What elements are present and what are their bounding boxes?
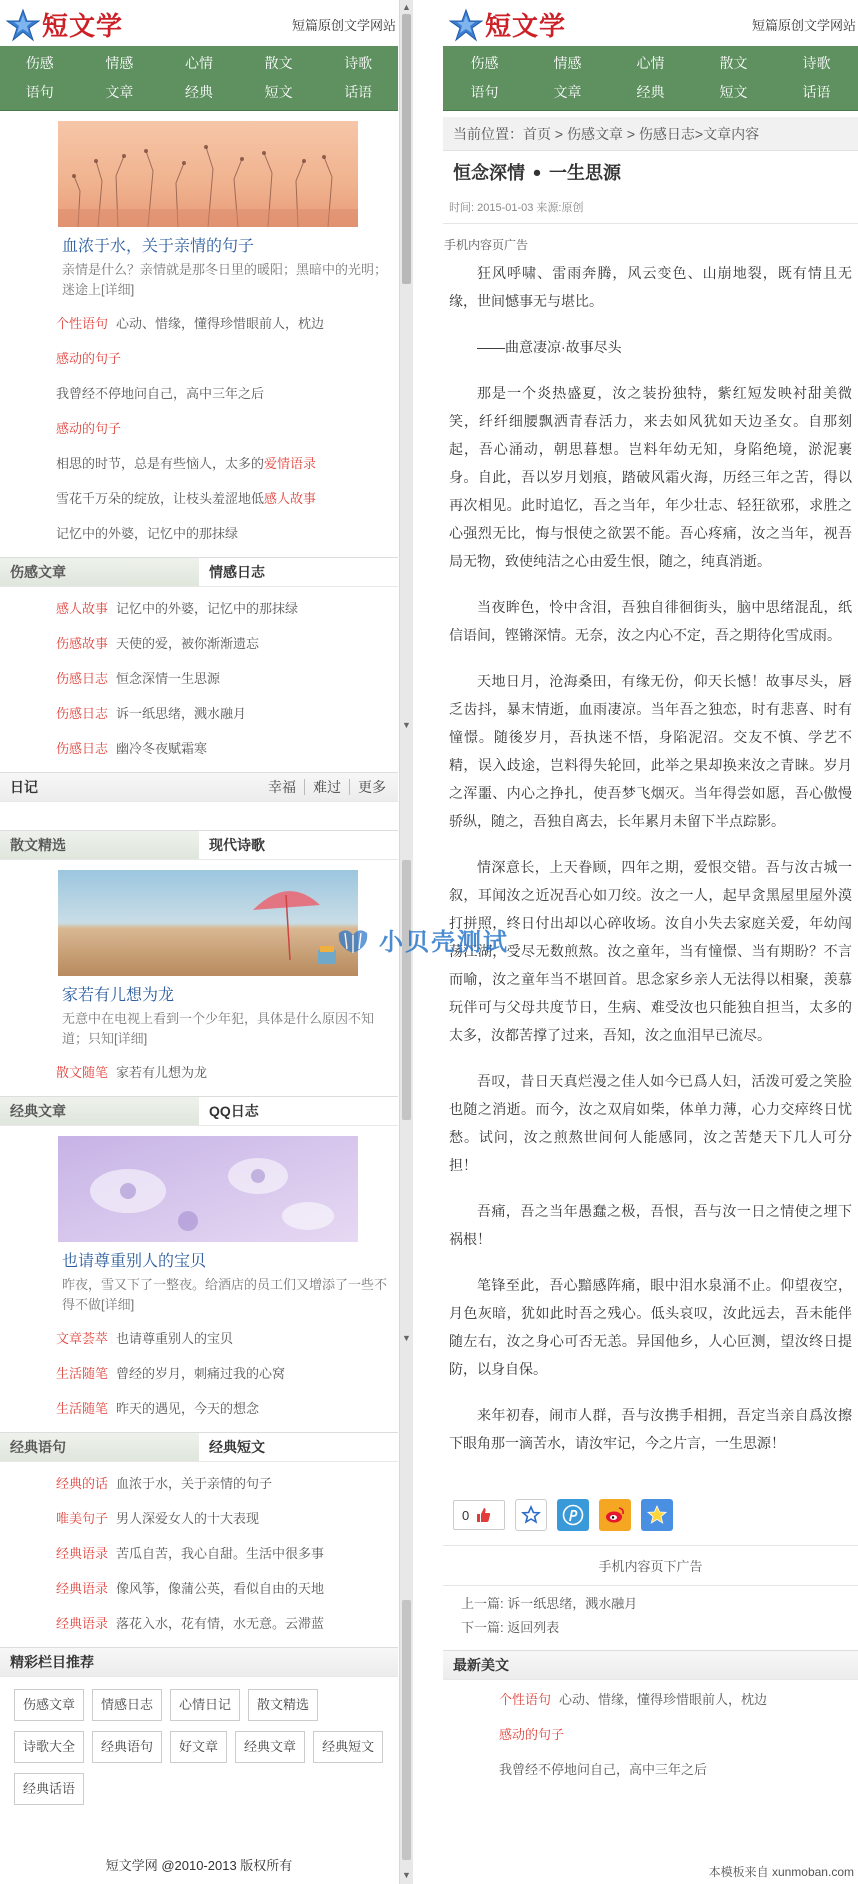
list-item-category[interactable]: 伤感日志 <box>56 671 109 686</box>
logo-text: 短文学 <box>485 12 567 42</box>
list-item[interactable] <box>0 661 398 696</box>
article-paragraph: 吾叹，昔日天真烂漫之佳人如今已爲人妇，活泼可爱之笑脸也随之消逝。而今，汝之双肩如柴，体单力薄，心力交瘁终日忧愁。试问，汝之煎熬世间何人能感同，汝之苦楚天下几人可分担！ <box>449 1073 852 1173</box>
list-item[interactable] <box>0 1571 398 1606</box>
article-paragraph: ——曲意凄凉·故事尽头 <box>477 339 622 355</box>
nav-item[interactable]: 心情 <box>184 55 213 71</box>
diary-link-more[interactable]: 更多 <box>349 779 394 795</box>
list-item-category[interactable]: 经典语录 <box>56 1581 109 1596</box>
list-item[interactable] <box>0 696 398 731</box>
list-item-category[interactable]: 伤感日志 <box>56 741 109 756</box>
tag-link[interactable]: 经典语句 <box>92 1731 162 1763</box>
feature-image-purple-flowers[interactable] <box>58 1136 358 1242</box>
scroll-down-arrow-icon[interactable]: ▼ <box>402 1333 411 1343</box>
tab-qq-diary[interactable]: QQ日志 <box>199 1097 398 1125</box>
list-item[interactable] <box>443 1682 858 1717</box>
like-count: 0 <box>462 1507 470 1523</box>
site-footer: 短文学网 @2010-2013 版权所有 <box>105 1858 293 1873</box>
site-slogan: 短篇原创文学网站 <box>291 18 396 33</box>
list-item-category[interactable]: 生活随笔 <box>56 1366 109 1381</box>
tag-link[interactable]: 经典文章 <box>235 1731 305 1763</box>
article-list <box>0 1055 398 1090</box>
tag-link[interactable]: 心情日记 <box>170 1689 240 1721</box>
article-paragraph: 天地日月，沧海桑田，有缘无份，仰天长憾！故事尽头，唇乏齿抖，暴末情逝，血雨凄凉。当年吾之独恋，时有悲喜、时有憧憬。随後岁月，吾执迷不悟，身陷泥沼。交友不慎、学艺不精，误入歧途，岂料得失轮回，此举之果却换来汝之青睐。岁月之浑噩、内心之挣扎，使吾梦飞烟灭。当年得尝如愿，吾心傲慢骄纵，随之，吾独自离去，长年累月未留下半点踪影。 <box>449 673 852 829</box>
list-item-category[interactable]: 个性语句 <box>499 1692 552 1707</box>
list-item-text[interactable]: 苦瓜自苦，我心自甜。生活中很多事 <box>116 1546 325 1561</box>
list-item-text[interactable]: 感动的句子 <box>499 1727 565 1742</box>
tab-prose[interactable]: 散文精选 <box>0 831 199 859</box>
nav-item[interactable]: 语句 <box>25 84 54 100</box>
tag-link[interactable]: 伤感文章 <box>14 1689 84 1721</box>
article-paragraph: 笔锋至此，吾心黯感阵痛，眼中泪水泉涌不止。仰望夜空，月色灰暗，犹如此时吾之残心。低头哀叹，汝此远去，吾未能伴随左右，汝之身心可否无恙。异国他乡，人心叵测，望汝终日提防，以身自保。 <box>449 1277 852 1377</box>
feature-desc: 无意中在电视上看到一个少年犯，具体是什么原因不知道；只知[详细] <box>62 1011 375 1046</box>
list-item-category[interactable]: 伤感故事 <box>56 636 109 651</box>
article-body <box>443 259 858 1457</box>
list-item[interactable] <box>0 481 398 516</box>
scroll-down-arrow-icon[interactable]: ▼ <box>402 1870 411 1880</box>
favorite-button[interactable] <box>515 1499 547 1531</box>
tab-modern-poetry[interactable]: 现代诗歌 <box>199 831 398 859</box>
feature-article <box>0 1126 398 1321</box>
nav-item[interactable]: 情感 <box>105 55 134 71</box>
recommend-title: 精彩栏目推荐 <box>10 1654 94 1670</box>
nav-item[interactable]: 诗歌 <box>802 55 831 71</box>
list-item-text[interactable]: 男人深爱女人的十大表现 <box>116 1511 260 1526</box>
nav-item[interactable]: 散文 <box>719 55 748 71</box>
list-item[interactable] <box>0 1321 398 1356</box>
article-paragraph: 那是一个炎热盛夏，汝之装扮独特，紫红短发映衬甜美微笑，纤纤细腰飘洒青春活力，来去如风犹如天边圣女。自那刻起，吾心涌动，朝思暮想。岂料年幼无知，身陷绝境，淤泥裹身。自此，吾以岁月划痕，踏破风霜火海，历经三年之苦，得以再次相见。此时追忆，吾之当年，年少壮志、轻狂欲邪，求胜之心强烈无比，悔与恨使之欲罢不能。吾心疼痛，汝之当年，视吾局无物，致使纯洁之心由爱生恨，随之，纯真消逝。 <box>449 385 852 569</box>
p-letter-icon <box>562 1504 584 1526</box>
next-article-link[interactable]: 下一篇: 返回列表 <box>461 1620 560 1635</box>
list-item[interactable] <box>0 1536 398 1571</box>
nav-item[interactable]: 情感 <box>553 55 582 71</box>
list-item-text[interactable]: 也请尊重别人的宝贝 <box>116 1331 234 1346</box>
list-item-category[interactable]: 生活随笔 <box>56 1401 109 1416</box>
list-item-text[interactable]: 感动的句子 <box>56 351 122 366</box>
list-item[interactable] <box>443 1717 858 1752</box>
article-paragraph: 情深意长，上天眷顾，四年之期，爱恨交错。吾与汝古城一叙，耳闻汝之近况吾心如刀绞。汝之一人，起早贪黑屋里屋外漠打拼照，终日付出却以心碎收场。汝自小失去家庭关爱，年幼闯荡江湖，受尽无数煎熬。汝之童年，当有憧憬、当有期盼？不言而喻，汝之童年当不堪回首。思念家乡亲人无法得以相聚，羡慕玩伴可与父母共度节日，生病、难受汝也只能独自担当，太多的太多，汝都苦撑了过来，吾知，汝之血泪早已流尽。 <box>449 859 852 1043</box>
ad-top: 手机内容页广告 <box>444 238 529 252</box>
list-item[interactable] <box>0 341 398 376</box>
list-item-category[interactable]: 散文随笔 <box>56 1065 109 1080</box>
list-item-text[interactable]: 落花入水，花有情，水无意。云滞蓝 <box>116 1616 325 1631</box>
share-pinterest-button[interactable] <box>557 1499 589 1531</box>
list-item-category[interactable]: 唯美句子 <box>56 1511 109 1526</box>
list-item[interactable] <box>0 516 398 551</box>
nav-item[interactable]: 心情 <box>636 55 665 71</box>
list-item[interactable] <box>443 1752 858 1787</box>
list-item-category[interactable]: 文章荟萃 <box>56 1331 109 1346</box>
feature-title[interactable]: 家若有儿想为龙 <box>62 987 175 1004</box>
list-item[interactable] <box>0 1391 398 1426</box>
like-button[interactable] <box>453 1500 505 1530</box>
list-item[interactable] <box>0 626 398 661</box>
site-logo[interactable] <box>6 6 123 43</box>
share-bar <box>443 1457 858 1531</box>
nav-item[interactable]: 短文 <box>264 84 293 100</box>
list-item-category[interactable]: 伤感日志 <box>56 706 109 721</box>
scrollbar-thumb[interactable] <box>402 14 411 284</box>
watermark <box>333 922 509 957</box>
list-item-category[interactable]: 经典语录 <box>56 1616 109 1631</box>
list-item-text[interactable]: 我曾经不停地问自己，高中三年之后 <box>499 1762 708 1777</box>
nav-item[interactable]: 话语 <box>802 84 831 100</box>
list-item[interactable] <box>0 411 398 446</box>
list-item[interactable] <box>0 1466 398 1501</box>
tab-emotion-diary[interactable]: 情感日志 <box>199 558 398 586</box>
diary-link-sad[interactable]: 难过 <box>304 779 349 795</box>
nav-item[interactable]: 诗歌 <box>344 55 373 71</box>
feature-article <box>0 111 398 306</box>
article-meta: 时间: 2015-01-03 来源:原创 <box>443 185 858 224</box>
list-item-text[interactable]: 天使的爱，被你渐渐遗忘 <box>116 636 260 651</box>
list-item-text[interactable]: 家若有儿想为龙 <box>116 1065 208 1080</box>
weibo-icon <box>604 1504 626 1526</box>
list-item[interactable] <box>0 1606 398 1641</box>
article-paragraph: 吾痛，吾之当年愚蠢之极，吾恨，吾与汝一日之情使之埋下祸根！ <box>449 1203 852 1247</box>
main-nav <box>443 46 858 111</box>
latest-list <box>443 1680 858 1787</box>
list-item-text[interactable]: 恒念深情一生思源 <box>116 671 221 686</box>
tab-bar <box>0 830 398 860</box>
ad-bottom: 手机内容页下广告 <box>443 1545 858 1586</box>
list-item-text[interactable]: 相思的时节，总是有些恼人，太多的 <box>56 456 265 471</box>
star-outline-icon <box>521 1505 541 1525</box>
site-slogan: 短篇原创文学网站 <box>751 18 856 33</box>
tag-link[interactable]: 散文精选 <box>248 1689 318 1721</box>
prev-article-link[interactable]: 上一篇: 诉一纸思绪，溅水融月 <box>461 1596 638 1611</box>
share-weibo-button[interactable] <box>599 1499 631 1531</box>
feature-desc: 亲情是什么？亲情就是那冬日里的暖阳；黑暗中的光明；迷途上[详细] <box>62 262 388 297</box>
list-item-text[interactable]: 昨天的遇见，今天的想念 <box>116 1401 260 1416</box>
logo-text: 短文学 <box>42 12 124 42</box>
article-list <box>0 1462 398 1641</box>
site-logo[interactable] <box>449 6 566 43</box>
star-logo-icon <box>449 8 483 42</box>
tag-link[interactable]: 经典话语 <box>14 1773 84 1805</box>
tab-classic-essays[interactable]: 经典短文 <box>199 1433 398 1461</box>
diary-bar-title: 日记 <box>10 779 38 795</box>
scroll-down-arrow-icon[interactable]: ▼ <box>402 720 411 730</box>
article-paragraph: 狂风呼啸、雷雨奔腾，风云变色、山崩地裂，既有情且无缘，世间憾事无与堪比。 <box>449 265 852 309</box>
tab-bar <box>0 1432 398 1462</box>
list-item-text[interactable]: 曾经的岁月，刺痛过我的心窝 <box>116 1366 286 1381</box>
tab-bar <box>0 1096 398 1126</box>
nav-item[interactable]: 伤感 <box>25 55 54 71</box>
diary-bar <box>0 772 398 802</box>
nav-item[interactable]: 经典 <box>184 84 213 100</box>
list-item-text[interactable]: 我曾经不停地问自己，高中三年之后 <box>56 386 265 401</box>
watermark-text: 小贝壳测试 <box>379 929 509 956</box>
tag-link[interactable]: 经典短文 <box>313 1731 383 1763</box>
feature-title[interactable]: 血浓于水，关于亲情的句子 <box>62 238 255 255</box>
list-item-text[interactable]: 心动、惜缘，懂得珍惜眼前人，枕边 <box>559 1692 768 1707</box>
thumbs-up-icon <box>475 1507 491 1523</box>
article-paragraph: 来年初春，闹市人群，吾与汝携手相拥，吾定当亲自爲汝擦下眼角那一滴苦水，请汝牢记，今之片言，一生思源！ <box>449 1407 852 1451</box>
list-item[interactable] <box>0 376 398 411</box>
list-item-text[interactable]: 感动的句子 <box>56 421 122 436</box>
tab-sad-articles[interactable]: 伤感文章 <box>0 558 199 586</box>
tag-link[interactable]: 好文章 <box>170 1731 227 1763</box>
list-item-text[interactable]: 心动、惜缘，懂得珍惜眼前人，枕边 <box>116 316 325 331</box>
nav-item[interactable]: 经典 <box>636 84 665 100</box>
nav-item[interactable]: 语句 <box>470 84 499 100</box>
article-list <box>0 1321 398 1426</box>
recommend-bar <box>0 1647 398 1677</box>
tab-bar <box>0 557 398 587</box>
feature-title[interactable]: 也请尊重别人的宝贝 <box>62 1253 207 1270</box>
list-item[interactable] <box>0 446 398 481</box>
list-item-highlight[interactable]: 感人故事 <box>264 491 317 506</box>
list-item-category[interactable]: 个性语句 <box>56 316 109 331</box>
template-credit: 本模板来自 xunmoban.com <box>708 1865 854 1879</box>
breadcrumb[interactable]: 当前位置：首页 > 伤感文章 > 伤感日志>文章内容 <box>443 117 858 151</box>
list-item[interactable] <box>0 1501 398 1536</box>
list-item-text[interactable]: 血浓于水，关于亲情的句子 <box>116 1476 273 1491</box>
latest-title: 最新美文 <box>443 1650 858 1680</box>
nav-item[interactable]: 文章 <box>553 84 582 100</box>
list-item-text[interactable]: 雪花千万朵的绽放，让枝头羞涩地低 <box>56 491 265 506</box>
site-header <box>443 0 858 46</box>
feature-image-beach[interactable] <box>58 870 358 976</box>
tag-link[interactable]: 情感日志 <box>92 1689 162 1721</box>
list-item-text[interactable]: 记忆中的外婆，记忆中的那抹绿 <box>116 601 299 616</box>
nav-item[interactable]: 短文 <box>719 84 748 100</box>
list-item-category[interactable]: 经典的话 <box>56 1476 109 1491</box>
list-item[interactable] <box>0 731 398 766</box>
tab-classic-articles[interactable]: 经典文章 <box>0 1097 199 1125</box>
feature-article <box>0 860 398 1055</box>
list-item-text[interactable]: 像风筝，像蒲公英，看似自由的天地 <box>116 1581 325 1596</box>
shell-logo-icon <box>333 925 373 955</box>
recommend-tags <box>0 1677 398 1811</box>
share-qzone-button[interactable] <box>641 1499 673 1531</box>
list-item-text[interactable]: 幽冷冬夜赋霜寒 <box>116 741 208 756</box>
article-title: 恒念深情 • 一生思源 <box>453 163 622 184</box>
list-item-text[interactable]: 记忆中的外婆，记忆中的那抹绿 <box>56 526 239 541</box>
list-item-text[interactable]: 诉一纸思绪，溅水融月 <box>116 706 247 721</box>
prev-next-nav <box>443 1586 858 1640</box>
star-logo-icon <box>6 8 40 42</box>
scrollbar-thumb[interactable] <box>402 860 411 1120</box>
scrollbar-thumb[interactable] <box>402 1600 411 1860</box>
nav-item[interactable]: 话语 <box>344 84 373 100</box>
list-item-highlight[interactable]: 爱情语录 <box>264 456 317 471</box>
tab-classic-quotes[interactable]: 经典语句 <box>0 1433 199 1461</box>
tag-link[interactable]: 诗歌大全 <box>14 1731 84 1763</box>
nav-item[interactable]: 文章 <box>105 84 134 100</box>
diary-bar-links <box>260 777 394 797</box>
feature-desc: 昨夜，雪又下了一整夜。给酒店的员工们又增添了一些不得不做[详细] <box>62 1277 388 1312</box>
nav-item[interactable]: 伤感 <box>470 55 499 71</box>
list-item-category[interactable]: 感人故事 <box>56 601 109 616</box>
list-item[interactable] <box>0 1356 398 1391</box>
main-nav <box>0 46 398 111</box>
list-item[interactable] <box>0 591 398 626</box>
scroll-up-arrow-icon[interactable]: ▲ <box>402 2 411 12</box>
list-item-category[interactable]: 经典语录 <box>56 1546 109 1561</box>
list-item[interactable] <box>0 306 398 341</box>
article-paragraph: 当夜眸色，怜中含泪，吾独自徘徊街头，脑中思绪混乱，纸信语间，铿锵深情。无奈，汝之内心不定，吾之期待化雪成雨。 <box>449 599 852 643</box>
feature-image-flowers[interactable] <box>58 121 358 227</box>
site-header <box>0 0 398 46</box>
article-list <box>0 587 398 766</box>
article-list <box>0 306 398 551</box>
diary-link-happy[interactable]: 幸福 <box>268 779 296 795</box>
qzone-star-icon <box>646 1504 668 1526</box>
nav-item[interactable]: 散文 <box>264 55 293 71</box>
list-item[interactable] <box>0 1055 398 1090</box>
